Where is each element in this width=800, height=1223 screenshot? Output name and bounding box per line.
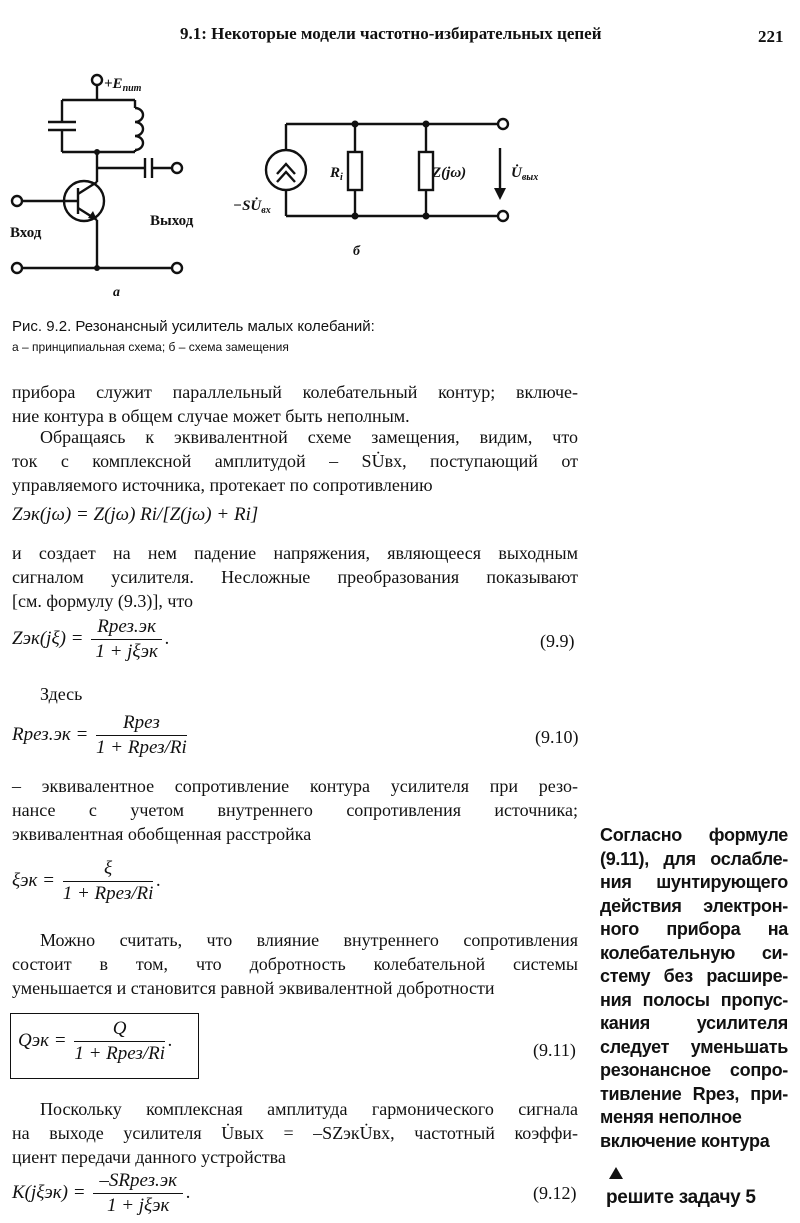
- eq-fraction: [74, 1018, 165, 1065]
- note-line: следует уменьшать: [600, 1036, 788, 1057]
- eq-denominator: 1 + Rрез/Ri: [96, 737, 187, 758]
- tank-inductor: [135, 108, 143, 150]
- equation-9-11: Qэк = $\frac{Q}{\text{1 + Rрез/Ri}}$ .: [18, 1018, 173, 1064]
- text-line: Обращаясь к эквивалентной схеме замещения, видим, что: [40, 427, 578, 447]
- eq-numerator: Rрез.эк: [91, 616, 162, 640]
- note-line: ния шунтирующего: [600, 872, 788, 892]
- eq-denominator: 1 + Rрез/Ri: [74, 1043, 165, 1064]
- eq-numerator: ξ: [63, 858, 154, 882]
- equation-number: (9.11): [533, 1040, 576, 1060]
- eq-lhs: Qэк =: [18, 1029, 67, 1051]
- output-terminal: [172, 163, 182, 173]
- text-line: эквивалентная обобщенная расстройка: [12, 824, 312, 844]
- eq-denominator: 1 + Rрез/Ri: [62, 883, 154, 904]
- output-label: Выход: [150, 213, 194, 229]
- paragraph-4: [12, 774, 578, 846]
- text-line: сигналом усилителя. Несложные преобразования показывают: [12, 567, 578, 587]
- note-line: стему без расшире-: [600, 966, 788, 986]
- note-line: ния полосы пропус-: [600, 989, 788, 1010]
- note-line: тивление Rрез, при-: [600, 1083, 788, 1104]
- equation-number: (9.9): [540, 631, 575, 651]
- supply-label: +E: [104, 76, 123, 92]
- formula-zek: Zэк(jω) = Z(jω) Ri/[Z(jω) + Ri]: [12, 504, 259, 525]
- source-label: −SU̇: [233, 198, 262, 214]
- z-label: Z(jω): [432, 165, 467, 181]
- paragraph-6: [12, 1097, 578, 1169]
- figure-caption: Рис. 9.2. Резонансный усилитель малых колебаний:: [12, 318, 375, 335]
- svg-text:−SU̇вх: [233, 197, 271, 216]
- page-number: 221: [758, 27, 784, 46]
- input-terminal: [12, 196, 22, 206]
- text-zdes: Здесь: [40, 684, 83, 704]
- current-source-symbol: [266, 150, 306, 190]
- equation-9-9: Zэк(jξ) = $\frac{\text{Rрез.эк}}{\text{1 + jξэк}}$ .: [12, 616, 170, 662]
- note-line: колебательную си-: [600, 942, 788, 963]
- text-line: ток с комплексной амплитудой – SU̇вх, поступающий от: [12, 451, 578, 471]
- eq-fraction: [93, 1170, 183, 1217]
- eq-fraction: [91, 616, 162, 663]
- triangle-up-icon: [608, 1166, 624, 1180]
- figure-circuit-a: [0, 60, 210, 300]
- text-line: нансе с учетом внутреннего сопротивления источника;: [12, 800, 578, 820]
- panel-label-b: б: [353, 244, 360, 259]
- paragraph-5: [12, 928, 578, 1000]
- eq-lhs: Zэк(jξ) =: [12, 627, 84, 649]
- resistor-ri: [348, 152, 362, 190]
- text-line: Можно считать, что влияние внутреннего сопротивления: [40, 930, 578, 950]
- input-label: Вход: [10, 225, 42, 241]
- uout-label: U̇: [511, 165, 522, 181]
- panel-label-a: а: [113, 285, 120, 300]
- svg-text:U̇вых: [511, 164, 538, 183]
- source-sub: вх: [261, 205, 271, 216]
- equation-number: (9.12): [533, 1183, 577, 1203]
- note-line: кания усилителя: [600, 1013, 788, 1033]
- eq-lhs: ξэк =: [12, 869, 55, 891]
- text-line: ние контура в общем случае может быть неполным.: [12, 406, 410, 426]
- note-line: ного прибора на: [600, 919, 788, 939]
- text-line: Поскольку комплексная амплитуда гармонического сигнала: [40, 1099, 578, 1119]
- text-line: управляемого источника, протекает по сопротивлению: [12, 475, 433, 495]
- margin-note: [600, 824, 788, 1153]
- equation-xi: ξэк = $\frac{\xi}{\text{1 + Rрез/Ri}}$ .: [12, 858, 162, 904]
- figure-caption-legend: а – принципиальная схема; б – схема замещения: [12, 340, 289, 354]
- eq-lhs: Rрез.эк =: [12, 723, 89, 745]
- supply-terminal: [92, 75, 102, 85]
- eq-numerator: Q: [74, 1018, 165, 1042]
- text-line: и создает на нем падение напряжения, являющееся выходным: [12, 543, 578, 563]
- text-line: [см. формулу (9.3)], что: [12, 591, 194, 611]
- eq-numerator: Rрез: [96, 712, 187, 736]
- text-line: прибора служит параллельный колебательный контур; включе-: [12, 382, 578, 402]
- eq-fraction: [96, 712, 187, 759]
- supply-sub: пит: [122, 83, 142, 94]
- note-line: меняя неполное: [600, 1107, 742, 1127]
- impedance-z: [419, 152, 433, 190]
- text-line: на выходе усилителя U̇вых = –SZэкU̇вх, частотный коэффи-: [12, 1123, 578, 1143]
- svg-text:Ri: [329, 165, 343, 183]
- uout-sub: вых: [521, 172, 539, 183]
- paragraph-2: [12, 425, 578, 497]
- text-line: уменьшается и становится равной эквивалентной добротности: [12, 978, 495, 998]
- note-line: Согласно формуле: [600, 825, 788, 845]
- ri-label: R: [330, 165, 341, 181]
- equation-9-12: K(jξэк) = $\frac{\text{–SRрез.эк}}{\text{1 + jξэк}}$ .: [12, 1170, 191, 1216]
- eq-denominator: 1 + jξэк: [106, 1195, 170, 1216]
- text-line: – эквивалентное сопротивление контура усилителя при резо-: [12, 776, 578, 796]
- paragraph-1: [12, 380, 578, 428]
- paragraph-3: [12, 541, 578, 613]
- equation-9-10: [12, 712, 190, 759]
- note-line: (9.11), для ослабле-: [600, 848, 788, 869]
- running-header: 9.1: Некоторые модели частотно-избирательных цепей: [180, 24, 602, 43]
- svg-text:+Eпит: [104, 76, 142, 94]
- note-line: действия электрон-: [600, 895, 788, 916]
- figure-circuit-b: [228, 100, 558, 270]
- ri-sub: i: [340, 172, 343, 183]
- eq-lhs: K(jξэк) =: [12, 1181, 86, 1203]
- eq-fraction: [63, 858, 154, 905]
- note-line: включение контура: [600, 1130, 770, 1151]
- note-line: резонансное сопро-: [600, 1060, 788, 1080]
- eq-numerator: –SRрез.эк: [93, 1170, 183, 1194]
- text-line: циент передачи данного устройства: [12, 1147, 286, 1167]
- text-line: состоит в том, что добротность колебательной системы: [12, 954, 578, 974]
- equation-number: (9.10): [535, 727, 579, 747]
- eq-denominator: 1 + jξэк: [95, 641, 158, 662]
- task-reference[interactable]: решите задачу 5: [606, 1187, 756, 1208]
